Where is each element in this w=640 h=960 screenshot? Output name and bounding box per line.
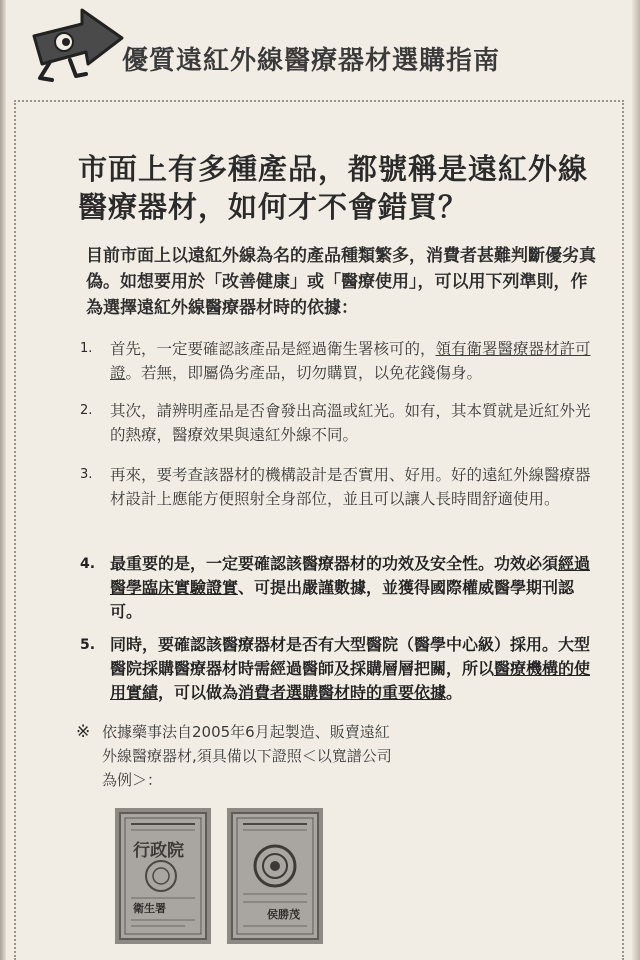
item-text: 同時，要確認該醫療器材是否有大型醫院（醫學中心級）採用。大型醫院採購醫療器材時需經過醫師及採購層層把關，所以醫療機構的使用實績，可以做為消費者選購醫材時的重要依據。 bbox=[110, 635, 591, 702]
intro-paragraph: 目前市面上以遠紅外線為名的產品種類繁多，消費者甚難判斷優劣真偽。如想要用於「改善健康」或「醫療使用」，可以用下列準則，作為選擇遠紅外線醫療器材時的依據： bbox=[86, 246, 596, 318]
dotted-border-top bbox=[14, 100, 624, 102]
guideline-item-2 bbox=[80, 399, 600, 447]
item-number: 3. bbox=[80, 467, 93, 482]
underlined-phrase: 醫療機構的使用實績 bbox=[110, 659, 591, 702]
item-text: 最重要的是，一定要確認該醫療器材的功效及安全性。功效必須經過醫學臨床實驗證實、可提出嚴謹數據，並獲得國際權威醫學期刊認可。 bbox=[110, 554, 591, 621]
note-mark: ※ bbox=[76, 722, 91, 742]
guideline-item-3 bbox=[80, 463, 600, 511]
svg-text:行政院: 行政院 bbox=[133, 841, 184, 861]
item-text: 其次，請辨明產品是否會發出高溫或紅光。如有，其本質就是近紅外光的熱療，醫療效果與遠紅外線不同。 bbox=[110, 402, 591, 444]
page-edge-right bbox=[632, 0, 640, 960]
headline-line2: 醫療器材，如何才不會錯買？ bbox=[78, 190, 469, 224]
svg-text:衛生署: 衛生署 bbox=[133, 902, 166, 915]
item-number: 1. bbox=[80, 341, 93, 356]
item-number: 5. bbox=[80, 637, 96, 653]
item-text: 再來，要考查該器材的機構設計是否實用、好用。好的遠紅外線醫療器材設計上應能方便照射全身部位，並且可以讓人長時間舒適使用。 bbox=[110, 466, 591, 508]
certificate-back-image bbox=[227, 808, 323, 944]
headline-line1: 市面上有多種產品，都號稱是遠紅外線 bbox=[78, 152, 589, 186]
item-number: 2. bbox=[80, 403, 93, 418]
guideline-item-4 bbox=[80, 552, 600, 624]
underlined-phrase: 領有衛署醫療器材許可證 bbox=[110, 340, 591, 382]
underlined-phrase: 經過醫學臨床實驗證實 bbox=[110, 554, 591, 597]
item-number: 4. bbox=[80, 556, 96, 572]
arrow-mascot-icon bbox=[30, 6, 125, 84]
dotted-border-right bbox=[622, 100, 624, 960]
svg-text:侯勝茂: 侯勝茂 bbox=[267, 908, 300, 921]
underlined-phrase: 消費者選購醫材時的重要依據 bbox=[238, 683, 447, 702]
dotted-border-left bbox=[14, 100, 16, 960]
page-title: 優質遠紅外線醫療器材選購指南 bbox=[122, 46, 501, 76]
certificate-front-image bbox=[115, 808, 211, 944]
item-text: 首先，一定要確認該產品是經過衛生署核可的，領有衛署醫療器材許可證。若無，即屬偽劣產品，切勿購買，以免花錢傷身。 bbox=[110, 340, 591, 382]
page-edge-left bbox=[0, 0, 6, 960]
headline bbox=[78, 150, 598, 226]
guideline-item-5 bbox=[80, 633, 600, 705]
guideline-item-1 bbox=[80, 337, 600, 385]
note-text: 依據藥事法自2005年6月起製造、販賣遠紅外線醫療器材,須具備以下證照＜以寬譜公司為例＞： bbox=[102, 723, 392, 789]
